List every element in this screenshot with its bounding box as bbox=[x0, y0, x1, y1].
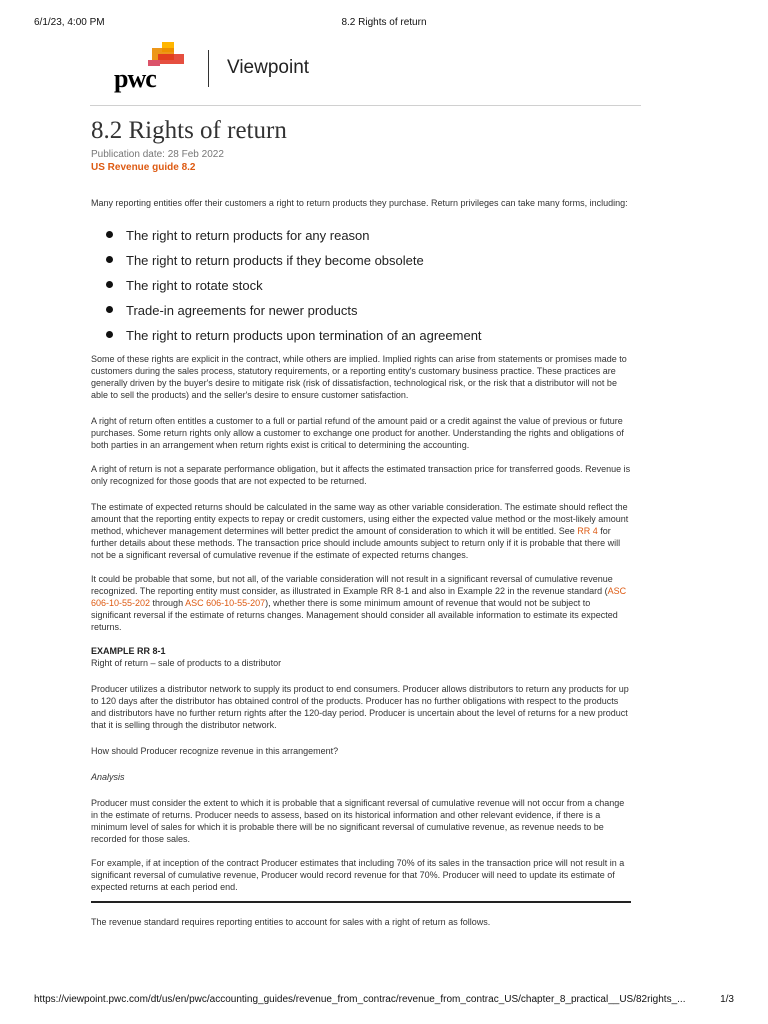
list-item: The right to rotate stock bbox=[91, 278, 631, 294]
logo-block-red bbox=[158, 54, 184, 64]
link-asc-606-10-55-207[interactable]: ASC 606-10-55-207 bbox=[185, 598, 266, 608]
page-url: https://viewpoint.pwc.com/dt/us/en/pwc/accounting_guides/revenue_from_contrac/revenue_from_contrac_US/chapter_8_practical__US/82rights_... bbox=[34, 994, 686, 1005]
link-rr4[interactable]: RR 4 bbox=[577, 526, 598, 536]
page-title: 8.2 Rights of return bbox=[91, 117, 287, 144]
paragraph-performance-obligation: A right of return is not a separate performance obligation, but it affects the estimated transaction price for transferred goods. Revenue is only recognized for those goods that are not expected to be returned. bbox=[91, 464, 631, 486]
bullet-icon bbox=[106, 306, 113, 313]
logo-wordmark: pwc bbox=[114, 64, 156, 93]
pwc-logo[interactable] bbox=[114, 40, 186, 92]
bullet-icon bbox=[106, 281, 113, 288]
list-item: The right to return products upon termination of an agreement bbox=[91, 328, 631, 344]
brand-header bbox=[114, 40, 414, 92]
header-divider bbox=[90, 105, 641, 106]
list-item: The right to return products if they become obsolete bbox=[91, 253, 631, 269]
print-date: 6/1/23, 4:00 PM bbox=[34, 17, 105, 28]
example-facts: Producer utilizes a distributor network to supply its product to end consumers. Producer allows distributors to return any products for up to 120 days after the distributor has obtained control of the products. Producer has no further obligations with respect to the products and distributors have no further return rights after the 120-day period. Producer is uncertain about the level of returns for a new product that it is selling through the distributor network. bbox=[91, 684, 629, 730]
return-forms-list bbox=[91, 228, 631, 344]
intro-paragraph: Many reporting entities offer their customers a right to return products they purchase. Return privileges can take many forms, including: bbox=[91, 198, 628, 208]
example-subheading: Right of return – sale of products to a distributor bbox=[91, 658, 282, 668]
paragraph-estimate: The estimate of expected returns should be calculated in the same way as other variable consideration. The estimate should reflect the amount that the reporting entity expects to repay or credit customers, using either the expected value method or the most-likely amount method, whichever management determines will better predict the amount of consideration to which it will be entitled. See RR 4 for further details about these methods. The transaction price should include amounts subject to return only if it is probable that there will not be a significant reversal of cumulative revenue if the estimate of expected returns changes. bbox=[91, 502, 629, 560]
analysis-label: Analysis bbox=[91, 772, 125, 782]
page-number: 1/3 bbox=[720, 994, 734, 1005]
guide-link[interactable]: US Revenue guide 8.2 bbox=[91, 162, 196, 173]
paragraph-refund: A right of return often entitles a customer to a full or partial refund of the amount paid or a credit against the value of previous or future purchases. Some return rights only allow a customer to exchange one product for another. Understanding the rights and obligations of both parties in an arrangement when return rights exist is critical to determining the accounting. bbox=[91, 416, 624, 450]
analysis-paragraph-1: Producer must consider the extent to which it is probable that a significant reversal of cumulative revenue will not occur from a change in the estimate of returns. Producer needs to assess, based on its historical information and other relevant evidence, if there is a minimum level of sales for which it is probable there will be no significant reversal of cumulative revenue, as revenue needs to be recorded for those sales. bbox=[91, 798, 625, 844]
print-page-title: 8.2 Rights of return bbox=[341, 17, 427, 28]
article bbox=[91, 116, 631, 928]
list-item: Trade-in agreements for newer products bbox=[91, 303, 631, 319]
closing-paragraph: The revenue standard requires reporting entities to account for sales with a right of return as follows. bbox=[91, 916, 491, 927]
list-item: The right to return products for any reason bbox=[91, 228, 631, 244]
paragraph-probable: It could be probable that some, but not all, of the variable consideration will not result in a significant reversal of cumulative revenue recognized. The reporting entity must consider, as illustrated in Example RR 8-1 and also in Example 22 in the revenue standard (ASC 606-10-55-202 through ASC 606-10-55-207), whether there is some minimum amount of revenue that would not be subject to significant reversal if the estimate of returns changes. Management should consider all available information to estimate its expected returns. bbox=[91, 574, 627, 632]
analysis-paragraph-2: For example, if at inception of the contract Producer estimates that including 70% of its sales in the transaction price will not result in a significant reversal of cumulative revenue, Producer would record revenue for that 70%. Producer will need to update its estimate of expected returns at each period end. bbox=[91, 858, 625, 892]
bullet-icon bbox=[106, 231, 113, 238]
brand-separator bbox=[208, 50, 209, 87]
link-asc-606-10-55-202[interactable]: ASC 606-10-55-202 bbox=[91, 586, 627, 608]
print-header bbox=[34, 17, 734, 31]
paragraph-implied-rights: Some of these rights are explicit in the contract, while others are implied. Implied rights can arise from statements or promises made to customers during the sales process, statutory requirements, or a reporting entity's customary business practice. These practices are generally driven by the buyer's desire to mitigate risk (risk of dissatisfaction, technological risk, or the risk that a distributor will not be able to sell the products) and the seller's desire to ensure customer satisfaction. bbox=[91, 354, 627, 400]
bullet-icon bbox=[106, 331, 113, 338]
bullet-icon bbox=[106, 256, 113, 263]
publication-date: Publication date: 28 Feb 2022 bbox=[91, 149, 224, 160]
product-name: Viewpoint bbox=[227, 57, 310, 78]
example-divider bbox=[91, 901, 631, 903]
example-question: How should Producer recognize revenue in this arrangement? bbox=[91, 746, 339, 756]
example-heading: EXAMPLE RR 8-1 bbox=[91, 646, 166, 656]
